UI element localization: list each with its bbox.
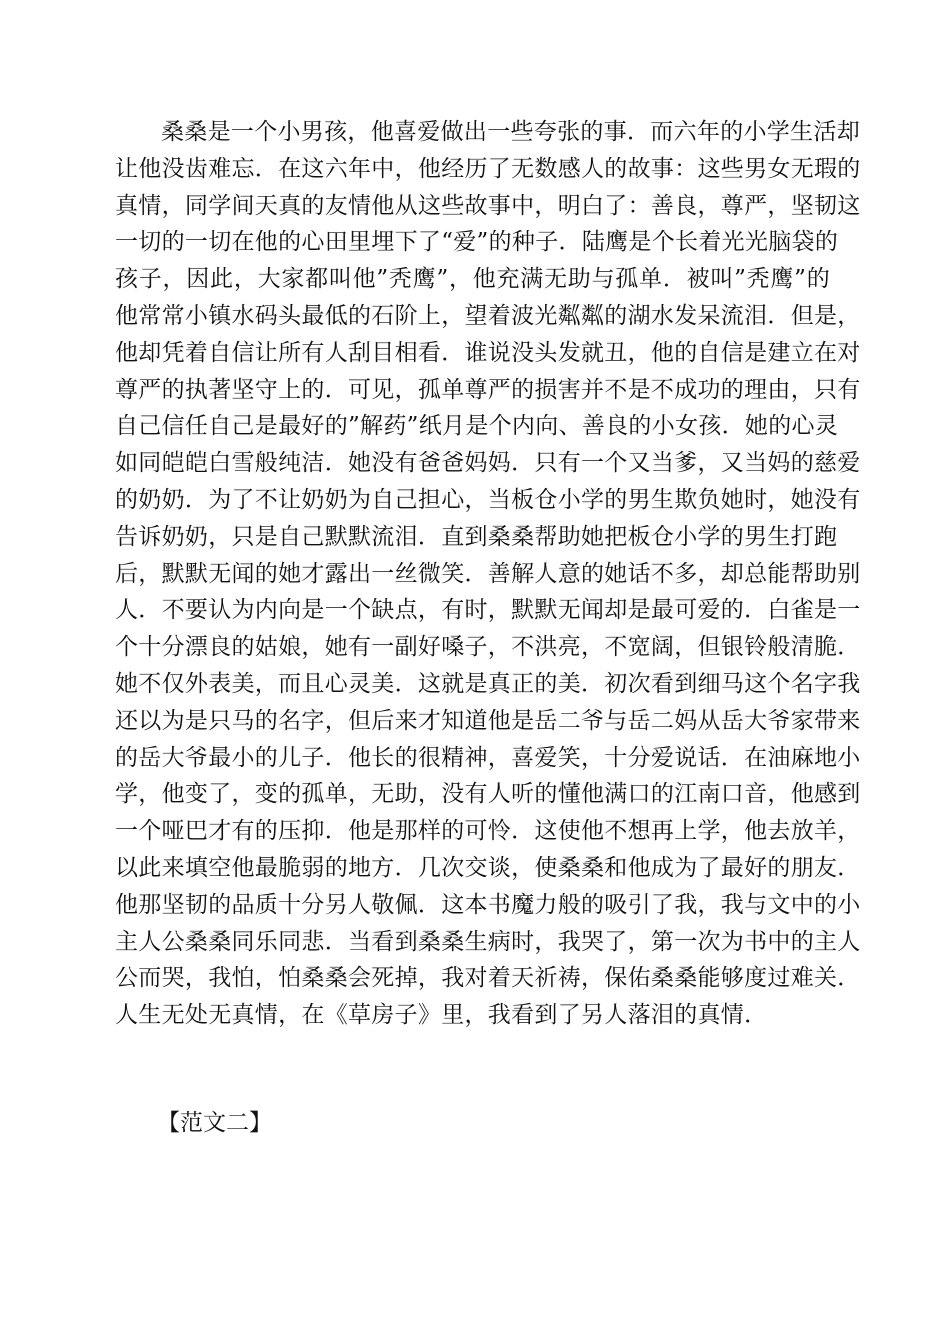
paragraph-line-13: 后，默默无闻的她才露出一丝微笑．善解人意的她话不多，却总能帮助别 [115,560,861,587]
paragraph-line-16: 她不仅外表美，而且心灵美．这就是真正的美．初次看到细马这个名字我 [115,670,861,697]
paragraph-line-11: 的奶奶．为了不让奶奶为自己担心，当板仓小学的男生欺负她时，她没有 [115,486,861,513]
paragraph-line-5: 孩子，因此，大家都叫他”秃鹰”，他充满无助与孤单．被叫”秃鹰”的 [115,266,830,293]
paragraph-line-19: 学，他变了，变的孤单，无助，没有人听的懂他满口的江南口音，他感到 [115,781,861,808]
paragraph-line-12: 告诉奶奶，只是自己默默流泪．直到桑桑帮助她把板仓小学的男生打跑 [115,523,838,550]
paragraph-line-17: 还以为是只马的名字，但后来才知道他是岳二爷与岳二妈从岳大爷家带来 [115,707,861,734]
paragraph-line-3: 真情，同学间天真的友情他从这些故事中，明白了：善良，尊严，坚韧这 [115,192,861,219]
paragraph-line-14: 人．不要认为内向是一个缺点，有时，默默无闻却是最可爱的．白雀是一 [115,597,861,624]
paragraph-line-9: 自己信任自己是最好的”解药”纸月是个内向、善良的小女孩．她的心灵 [115,413,839,440]
paragraph-line-25: 人生无处无真情，在《草房子》里，我看到了另人落泪的真情． [115,1002,768,1029]
paragraph-line-15: 个十分漂良的姑娘，她有一副好嗓子，不洪亮，不宽阔，但银铃般清脆． [115,634,861,661]
paragraph-line-4: 一切的一切在他的心田里埋下了“爱”的种子．陆鹰是个长着光光脑袋的 [115,229,839,256]
section-heading: 【范文二】 [157,1110,272,1136]
paragraph-line-20: 一个哑巴才有的压抑．他是那样的可怜．这使他不想再上学，他去放羊， [115,818,861,845]
paragraph-line-18: 的岳大爷最小的儿子．他长的很精神，喜爱笑，十分爱说话．在油麻地小 [115,744,861,771]
paragraph-line-22: 他那坚韧的品质十分另人敬佩．这本书魔力般的吸引了我，我与文中的小 [115,891,861,918]
paragraph-line-23: 主人公桑桑同乐同悲．当看到桑桑生病时，我哭了，第一次为书中的主人 [115,928,861,955]
paragraph-line-8: 尊严的执著坚守上的．可见，孤单尊严的损害并不是不成功的理由，只有 [115,376,861,403]
paragraph-line-10: 如同皑皑白雪般纯洁．她没有爸爸妈妈．只有一个又当爹，又当妈的慈爱 [115,450,861,477]
essay-paragraph [115,114,861,1034]
paragraph-line-24: 公而哭，我怕，怕桑桑会死掉，我对着天祈祷，保佑桑桑能够度过难关． [115,965,861,992]
paragraph-line-6: 他常常小镇水码头最低的石阶上，望着波光粼粼的湖水发呆流泪．但是， [115,302,861,329]
paragraph-line-21: 以此来填空他最脆弱的地方．几次交谈，使桑桑和他成为了最好的朋友． [115,854,861,881]
paragraph-line-7: 他却凭着自信让所有人刮目相看．谁说没头发就丑，他的自信是建立在对 [115,339,861,366]
paragraph-line-2: 让他没齿难忘．在这六年中，他经历了无数感人的故事：这些男女无瑕的 [115,155,861,182]
paragraph-line-1: 桑桑是一个小男孩，他喜爱做出一些夸张的事．而六年的小学生活却 [161,119,860,145]
